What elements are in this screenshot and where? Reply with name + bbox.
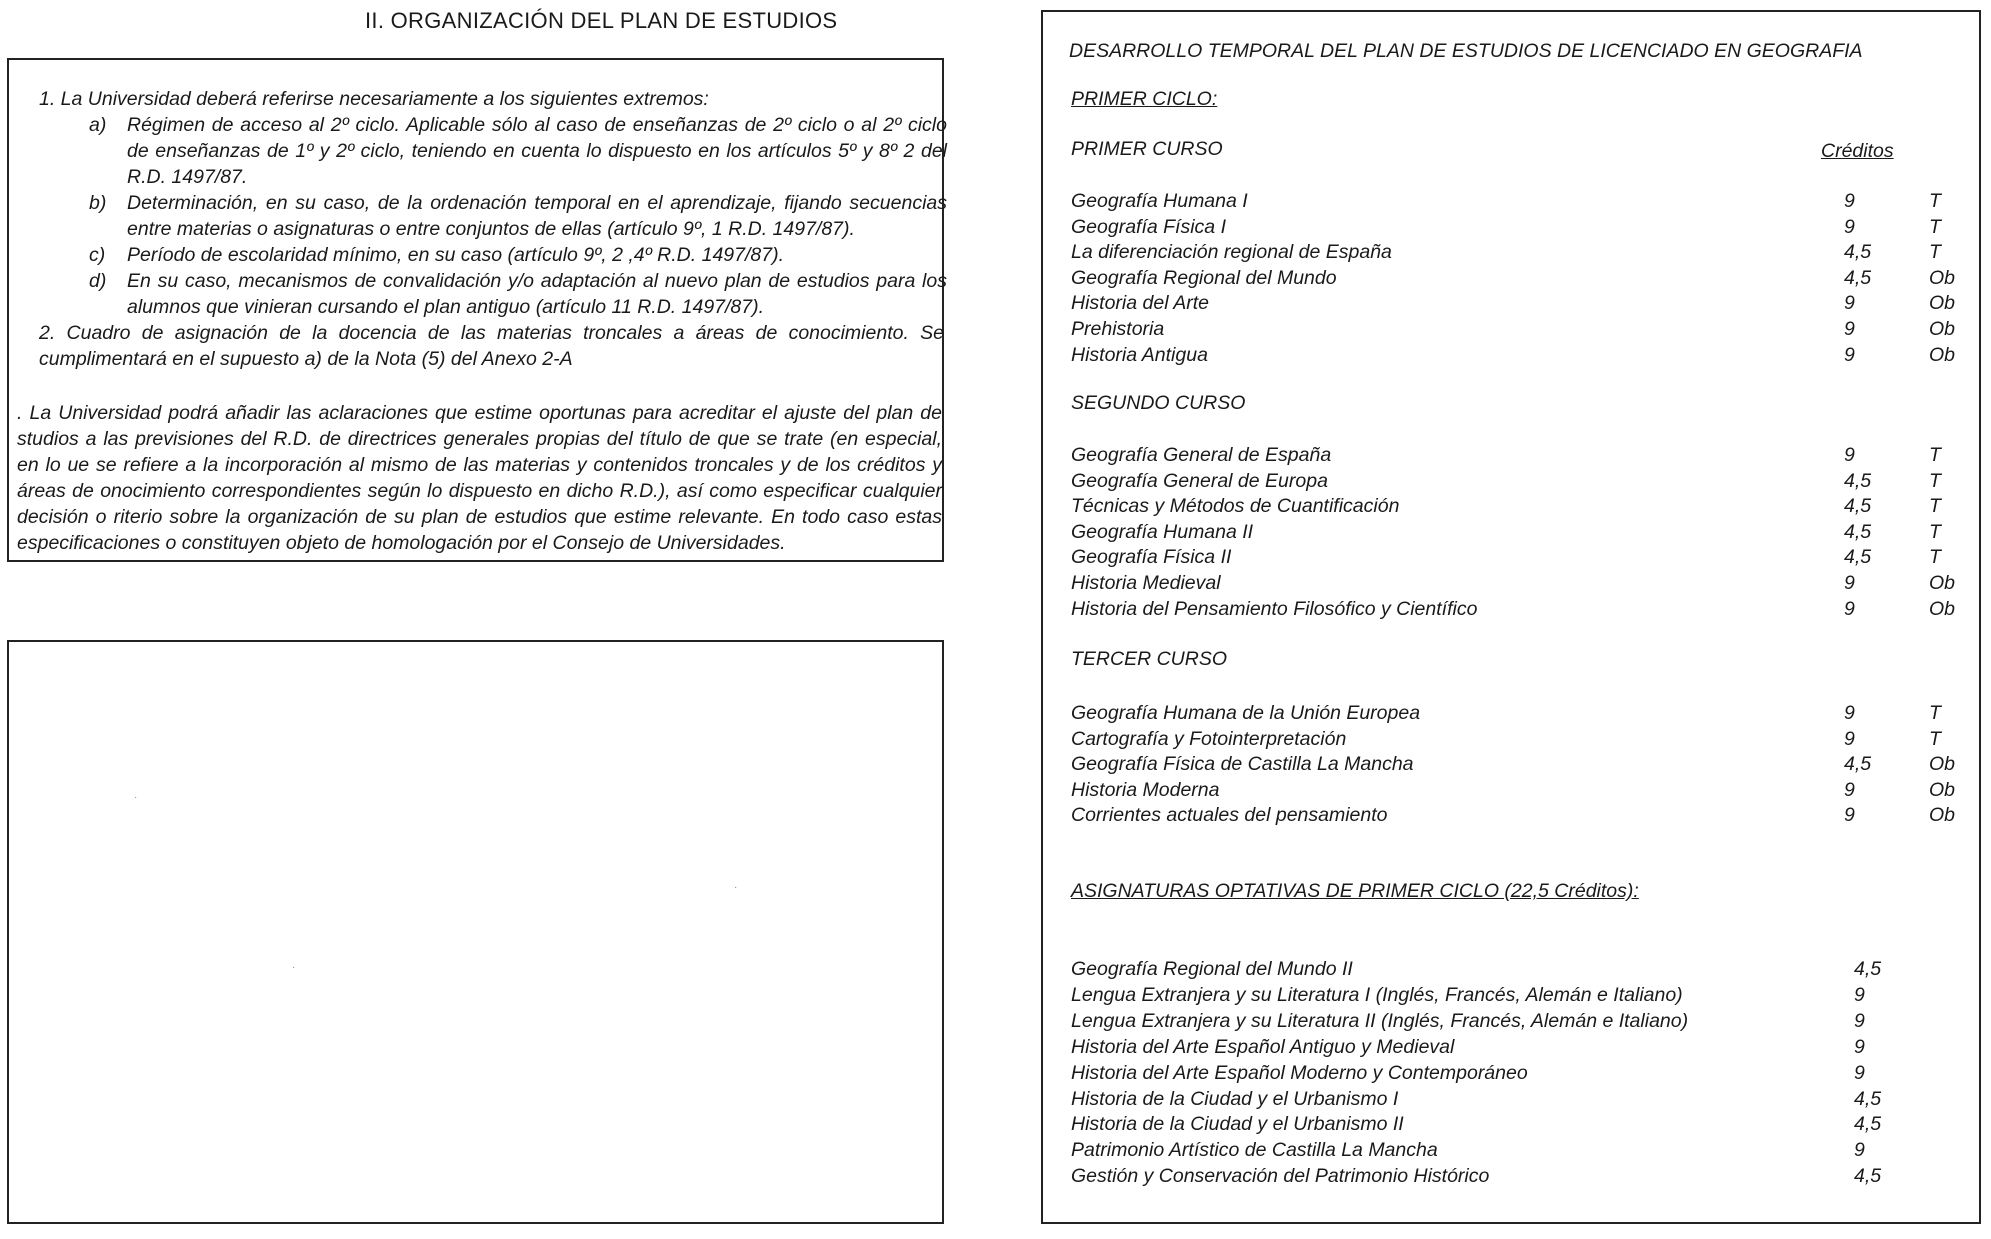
subject-type: T bbox=[1929, 190, 1941, 212]
subject-type: T bbox=[1929, 469, 1941, 492]
item-b-text: Determinación, en su caso, de la ordenación temporal en el aprendizaje, fijando secuencias entre materias o asignaturas o entre conjuntos de ellas (artículo 9º, 1 R.D. 1497/87). bbox=[127, 192, 947, 240]
optional-subject-name: Historia de la Ciudad y el Urbanismo I bbox=[1071, 1087, 1399, 1110]
subject-name: Geografía Física II bbox=[1071, 546, 1232, 569]
subject-row bbox=[1071, 290, 1956, 316]
subject-row bbox=[1071, 570, 1956, 596]
subject-name: Historia del Arte bbox=[1071, 292, 1209, 315]
subject-type: Ob bbox=[1929, 778, 1956, 801]
item-c-letter: c) bbox=[89, 244, 106, 266]
subject-name: Geografía Regional del Mundo bbox=[1071, 266, 1337, 289]
subject-credits: 4,5 bbox=[1844, 495, 1872, 518]
subject-credits: 4,5 bbox=[1844, 469, 1872, 492]
subject-row bbox=[1071, 596, 1956, 622]
optional-subject-credits: 9 bbox=[1854, 1139, 1865, 1162]
empty-content-box bbox=[7, 640, 944, 1224]
item-d-letter: d) bbox=[89, 270, 107, 292]
subject-name: Geografía General de Europa bbox=[1071, 469, 1328, 492]
item-a-text: Régimen de acceso al 2º ciclo. Aplicable sólo al caso de enseñanzas de 2º ciclo o al 2º ciclo de enseñanzas de 1º y 2º ciclo, teniendo en cuenta lo dispuesto en los artículos 5º y 8º 2 del R.D. 1497/87. bbox=[127, 114, 947, 188]
subject-credits: 9 bbox=[1844, 343, 1855, 366]
subject-row bbox=[1071, 442, 1951, 468]
subject-credits: 9 bbox=[1844, 318, 1855, 340]
item-c-text: Período de escolaridad mínimo, en su caso (artículo 9º, 2 ,4º R.D. 1497/87). bbox=[127, 244, 785, 266]
item-1-intro: 1. La Universidad deberá referirse necesariamente a los siguientes extremos: bbox=[39, 88, 709, 110]
optional-subject-row bbox=[1071, 1086, 1951, 1112]
optional-subject-name: Historia del Arte Español Antiguo y Medieval bbox=[1071, 1035, 1455, 1058]
optional-subject-row bbox=[1071, 1060, 1951, 1086]
subject-name: La diferenciación regional de España bbox=[1071, 241, 1392, 264]
subject-row bbox=[1071, 214, 1951, 240]
subject-name: Corrientes actuales del pensamiento bbox=[1071, 804, 1388, 827]
subject-type: Ob bbox=[1929, 292, 1956, 315]
subject-type: T bbox=[1929, 495, 1941, 518]
subject-credits: 9 bbox=[1844, 778, 1855, 801]
subject-type: T bbox=[1929, 546, 1941, 569]
optional-subject-name: Historia del Arte Español Moderno y Contemporáneo bbox=[1071, 1061, 1528, 1084]
subject-name: Historia del Pensamiento Filosófico y Científico bbox=[1071, 597, 1478, 620]
subject-type: T bbox=[1929, 520, 1941, 543]
optional-subject-name: Lengua Extranjera y su Literatura I (Inglés, Francés, Alemán e Italiano) bbox=[1071, 983, 1683, 1006]
optional-subject-row bbox=[1071, 956, 1951, 982]
subject-name: Técnicas y Métodos de Cuantificación bbox=[1071, 495, 1400, 518]
subject-type: T bbox=[1929, 444, 1941, 466]
subject-type: Ob bbox=[1929, 343, 1956, 366]
subject-name: Geografía Humana de la Unión Europea bbox=[1071, 702, 1421, 724]
subject-row bbox=[1071, 265, 1956, 291]
subject-row bbox=[1071, 188, 1951, 214]
subject-name: Historia Moderna bbox=[1071, 778, 1220, 801]
subject-name: Geografía Humana II bbox=[1071, 520, 1254, 543]
subject-type: Ob bbox=[1929, 804, 1956, 827]
subject-type: Ob bbox=[1929, 318, 1956, 340]
optional-subject-credits: 9 bbox=[1854, 1061, 1865, 1084]
subject-credits: 9 bbox=[1844, 702, 1855, 724]
subject-name: Geografía Física I bbox=[1071, 215, 1226, 238]
course-title: SEGUNDO CURSO bbox=[1071, 392, 1246, 414]
subject-credits: 9 bbox=[1844, 190, 1855, 212]
scan-speck: · bbox=[292, 962, 296, 973]
item-a-letter: a) bbox=[89, 114, 107, 136]
subject-credits: 9 bbox=[1844, 215, 1855, 238]
subject-row bbox=[1071, 493, 1951, 519]
subject-name: Prehistoria bbox=[1071, 318, 1165, 340]
left-page-heading: II. ORGANIZACIÓN DEL PLAN DE ESTUDIOS bbox=[365, 8, 838, 33]
optional-subject-row bbox=[1071, 1034, 1951, 1060]
optional-subject-credits: 4,5 bbox=[1854, 1087, 1882, 1110]
optional-subjects-title: ASIGNATURAS OPTATIVAS DE PRIMER CICLO (22,5 Créditos): bbox=[1071, 880, 1639, 902]
course-title: TERCER CURSO bbox=[1071, 648, 1228, 670]
optional-subject-name: Patrimonio Artístico de Castilla La Mancha bbox=[1071, 1139, 1438, 1162]
subject-row bbox=[1071, 802, 1956, 828]
optional-subject-row bbox=[1071, 1008, 1951, 1034]
optional-subject-row bbox=[1071, 1137, 1951, 1163]
subject-type: T bbox=[1929, 241, 1941, 264]
subject-row bbox=[1071, 239, 1951, 265]
subject-credits: 4,5 bbox=[1844, 520, 1872, 543]
subject-credits: 9 bbox=[1844, 597, 1855, 620]
study-plan-timeline-box bbox=[1041, 10, 1981, 1224]
optional-subject-row bbox=[1071, 1163, 1951, 1189]
university-note: . La Universidad podrá añadir las aclaraciones que estime oportunas para acreditar el ajuste del plan de studios a las previsiones del R.D. de directrices generales propias del título de que se trate (en especial, en lo ue se refiere a la incorporación al mismo de las materias y contenidos troncales y de los créditos y áreas de onocimiento correspondientes según lo dispuesto en dicho R.D.), así como especificar cualquier decisión o riterio sobre la organización de su plan de estudios que estime relevante. En todo caso estas especificaciones o constituyen objeto de homologación por el Consejo de Universidades. bbox=[17, 402, 942, 554]
optional-subject-credits: 4,5 bbox=[1854, 1165, 1882, 1188]
subject-name: Geografía Física de Castilla La Mancha bbox=[1071, 753, 1414, 776]
subject-name: Cartografía y Fotointerpretación bbox=[1071, 727, 1347, 750]
subject-type: Ob bbox=[1929, 597, 1956, 620]
cycle-label: PRIMER CICLO: bbox=[1071, 88, 1218, 110]
optional-subject-name: Geografía Regional del Mundo II bbox=[1071, 958, 1353, 980]
subject-row bbox=[1071, 700, 1951, 726]
subject-credits: 4,5 bbox=[1844, 546, 1872, 569]
subject-type: T bbox=[1929, 702, 1941, 724]
subject-type: Ob bbox=[1929, 266, 1956, 289]
subject-row bbox=[1071, 544, 1951, 570]
organization-requirements-box bbox=[7, 58, 947, 562]
subject-name: Geografía General de España bbox=[1071, 444, 1332, 466]
subject-name: Historia Antigua bbox=[1071, 343, 1208, 366]
item-b-letter: b) bbox=[89, 192, 107, 214]
scan-speck: · bbox=[134, 792, 138, 803]
subject-credits: 9 bbox=[1844, 444, 1855, 466]
optional-subject-credits: 9 bbox=[1854, 1035, 1865, 1058]
optional-subject-credits: 9 bbox=[1854, 1009, 1865, 1032]
subject-credits: 4,5 bbox=[1844, 241, 1872, 264]
optional-subject-credits: 4,5 bbox=[1854, 958, 1882, 980]
scan-speck: · bbox=[734, 882, 738, 893]
subject-row bbox=[1071, 519, 1951, 545]
subject-credits: 9 bbox=[1844, 572, 1855, 594]
optional-subject-row bbox=[1071, 1111, 1951, 1137]
subject-type: T bbox=[1929, 215, 1941, 238]
course-title: PRIMER CURSO bbox=[1071, 138, 1223, 160]
optional-subject-name: Lengua Extranjera y su Literatura II (Inglés, Francés, Alemán e Italiano) bbox=[1071, 1009, 1689, 1032]
optional-subject-row bbox=[1071, 982, 1951, 1008]
subject-row bbox=[1071, 468, 1951, 494]
credits-header: Créditos bbox=[1821, 140, 1894, 162]
subject-credits: 9 bbox=[1844, 727, 1855, 750]
subject-type: Ob bbox=[1929, 572, 1956, 594]
optional-subject-name: Gestión y Conservación del Patrimonio Histórico bbox=[1071, 1165, 1490, 1188]
study-plan-title: DESARROLLO TEMPORAL DEL PLAN DE ESTUDIOS DE LICENCIADO EN GEOGRAFIA bbox=[1069, 40, 1863, 62]
optional-subject-name: Historia de la Ciudad y el Urbanismo II bbox=[1071, 1113, 1404, 1136]
subject-credits: 9 bbox=[1844, 804, 1855, 827]
item-2-text: 2. Cuadro de asignación de la docencia de las materias troncales a áreas de conocimiento. Se cumplimentará en el supuesto a) de la Nota (5) del Anexo 2-A bbox=[39, 322, 944, 370]
optional-subject-credits: 4,5 bbox=[1854, 1113, 1882, 1136]
subject-type: Ob bbox=[1929, 753, 1956, 776]
subject-credits: 9 bbox=[1844, 292, 1855, 315]
subject-row bbox=[1071, 726, 1951, 752]
subject-type: T bbox=[1929, 727, 1941, 750]
subject-row bbox=[1071, 751, 1956, 777]
subject-row bbox=[1071, 777, 1956, 803]
subject-row bbox=[1071, 342, 1956, 368]
subject-name: Geografía Humana I bbox=[1071, 190, 1248, 212]
subject-credits: 4,5 bbox=[1844, 266, 1872, 289]
subject-name: Historia Medieval bbox=[1071, 572, 1221, 594]
subject-credits: 4,5 bbox=[1844, 753, 1872, 776]
optional-subject-credits: 9 bbox=[1854, 983, 1865, 1006]
subject-row bbox=[1071, 316, 1956, 342]
item-d-text: En su caso, mecanismos de convalidación y/o adaptación al nuevo plan de estudios para los alumnos que vinieran cursando el plan antiguo (artículo 11 R.D. 1497/87). bbox=[127, 270, 947, 318]
